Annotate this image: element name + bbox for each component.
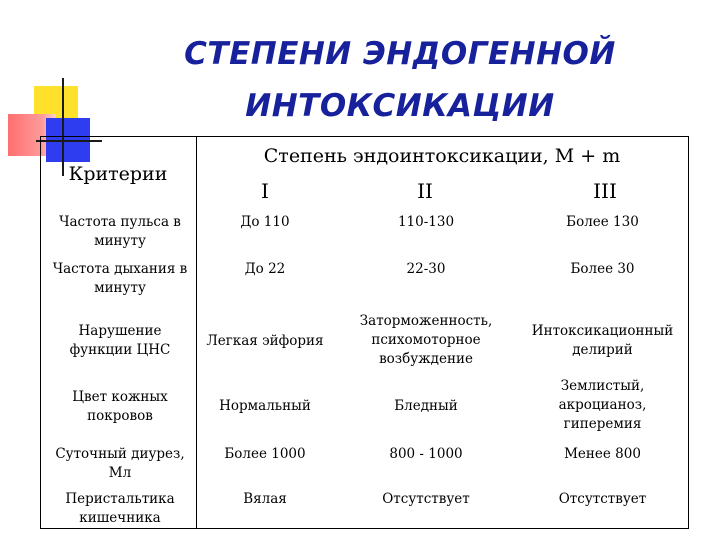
table-cell: Бледный bbox=[394, 398, 458, 414]
criteria-header: Критерии bbox=[68, 163, 168, 185]
table-cell: До 110 bbox=[240, 214, 290, 230]
table-cell: До 22 bbox=[244, 261, 286, 277]
table-cell: 110-130 bbox=[397, 214, 455, 230]
table-cell: Более 130 bbox=[566, 214, 639, 230]
page-title-line-1: СТЕПЕНИ ЭНДОГЕННОЙ bbox=[184, 36, 616, 72]
table-cell: Менее 800 bbox=[564, 446, 641, 462]
table-cell: Заторможенность, психомоторное возбуждение bbox=[359, 313, 493, 367]
degree-3-header: III bbox=[593, 179, 617, 203]
table-cell: Вялая bbox=[243, 491, 287, 507]
table-cell: Более 30 bbox=[570, 261, 635, 277]
degree-header: Степень эндоинтоксикации, M + m bbox=[263, 145, 621, 167]
table-cell: 22-30 bbox=[406, 261, 446, 277]
table-border-top bbox=[40, 136, 689, 137]
criterion-skin-color: Цвет кожных покровов bbox=[72, 389, 168, 424]
table-cell: Интоксикационный делирий bbox=[531, 323, 674, 358]
table-cell: Отсутствует bbox=[382, 491, 470, 507]
degree-2-header: II bbox=[417, 179, 433, 203]
table-cell: Нормальный bbox=[219, 398, 311, 414]
table-cell: Легкая эйфория bbox=[206, 333, 324, 349]
criterion-cns: Нарушение функции ЦНС bbox=[69, 323, 171, 358]
table-cell: Отсутствует bbox=[558, 491, 647, 507]
criterion-peristalsis: Перистальтика кишечника bbox=[65, 491, 175, 526]
page-title-line-2: ИНТОКСИКАЦИИ bbox=[245, 88, 555, 124]
criterion-respiration: Частота дыхания в минуту bbox=[52, 261, 188, 296]
table-cell: Землистый, акроцианоз, гиперемия bbox=[558, 378, 647, 432]
criterion-pulse: Частота пульса в минуту bbox=[59, 214, 181, 249]
criterion-diuresis: Суточный диурез, Мл bbox=[55, 446, 185, 481]
table-divider-criteria bbox=[196, 136, 197, 529]
table-border-right bbox=[688, 136, 689, 529]
table-border-bottom bbox=[40, 528, 689, 529]
table-cell: 800 - 1000 bbox=[389, 446, 463, 462]
degree-1-header: I bbox=[261, 179, 269, 203]
table-cell: Более 1000 bbox=[224, 446, 306, 462]
decorative-horizontal-line bbox=[36, 140, 102, 142]
table-border-left bbox=[40, 136, 41, 529]
